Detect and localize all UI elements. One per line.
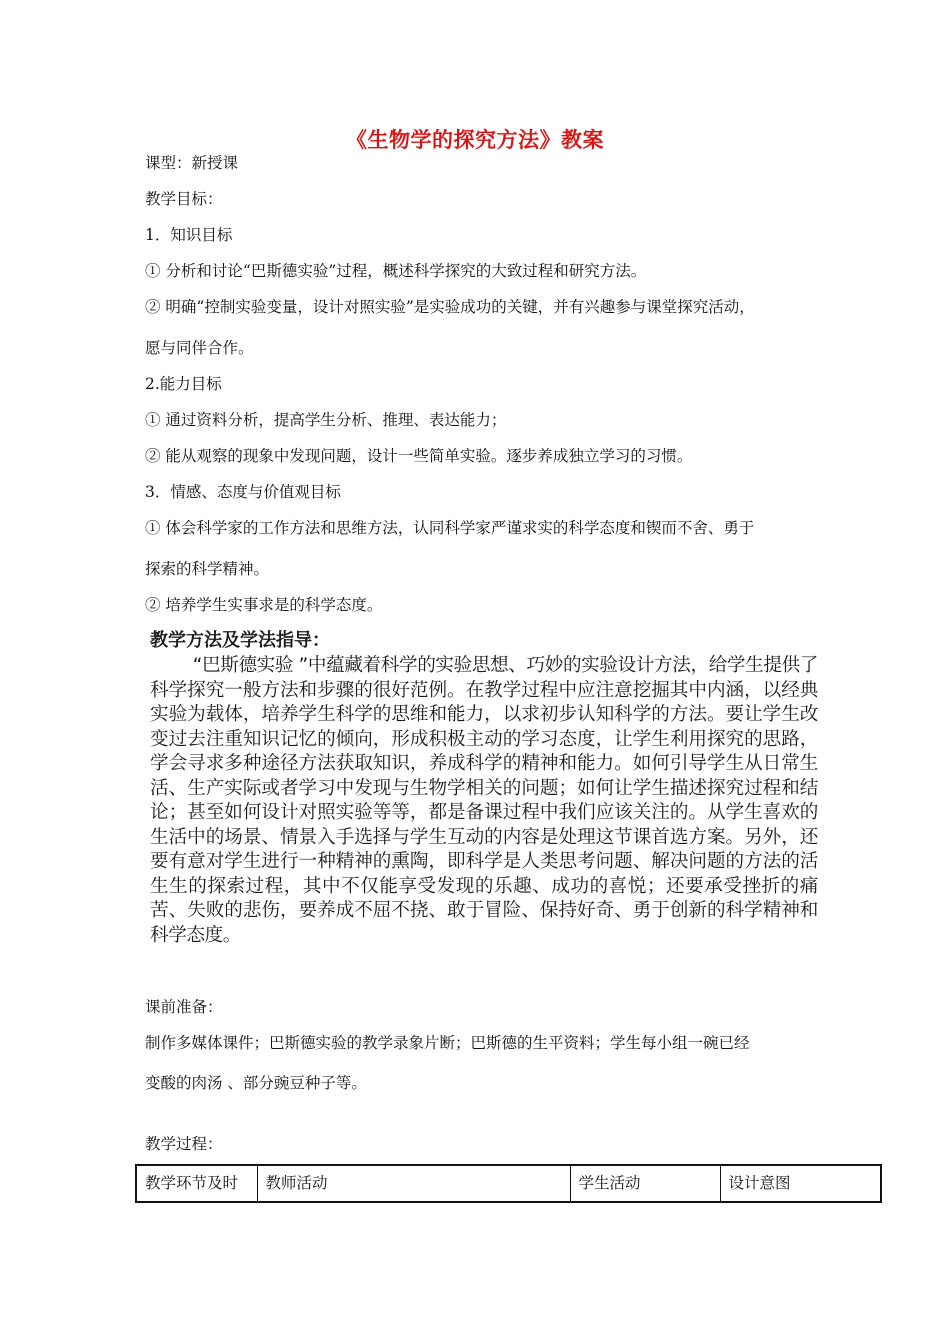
emotion-item-1: ① 体会科学家的工作方法和思维方法，认同科学家严谨求实的科学态度和锲而不舍、勇于 (145, 519, 755, 537)
knowledge-item-2: ② 明确“控制实验变量，设计对照实验”是实验成功的关键，并有兴趣参与课堂探究活动， (145, 298, 755, 316)
emotion-heading: 3．情感、态度与价值观目标 (145, 483, 341, 501)
goals-heading: 教学目标： (145, 190, 223, 208)
prep-line-1: 制作多媒体课件；巴斯德实验的教学录象片断；巴斯德的生平资料；学生每小组一碗已经 (145, 1034, 750, 1052)
knowledge-item-2-cont: 愿与同伴合作。 (145, 339, 254, 357)
table-header-cell: 教师活动 (257, 1165, 570, 1202)
ability-heading: 2.能力目标 (145, 375, 222, 393)
knowledge-heading: 1．知识目标 (145, 226, 233, 244)
emotion-item-1-cont: 探索的科学精神。 (145, 560, 270, 578)
ability-item-2: ② 能从观察的现象中发现问题，设计一些简单实验。逐步养成独立学习的习惯。 (145, 447, 693, 465)
process-table (135, 1164, 882, 1203)
process-heading: 教学过程： (145, 1135, 223, 1153)
table-header-cell: 教学环节及时 (136, 1165, 257, 1202)
prep-heading: 课前准备： (145, 998, 223, 1016)
table-header-row (136, 1165, 881, 1202)
method-body: “巴斯德实验 ”中蕴藏着科学的实验思想、巧妙的实验设计方法，给学生提供了科学探究一般方法和步骤的很好范例。在教学过程中应注意挖掘其中内涵，以经典实验为载体，培养学生科学的思维和能力，以求初步认知科学的方法。要让学生改变过去注重知识记忆的倾向，形成积极主动的学习态度，让学生利用探究的思路，学会寻求多种途径方法获取知识，养成科学的精神和能力。如何引导学生从日常生活、生产实际或者学习中发现与生物学相关的问题；如何让学生描述探究过程和结论；甚至如何设计对照实验等等，都是备课过程中我们应该关注的。从学生喜欢的生活中的场景、情景入手选择与学生互动的内容是处理这节课首选方案。另外，还要有意对学生进行一种精神的熏陶，即科学是人类思考问题、解决问题的方法的活生生的探索过程，其中不仅能享受发现的乐趣、成功的喜悦；还要承受挫折的痛苦、失败的悲伤，要养成不屈不挠、敢于冒险、保持好奇、勇于创新的科学精神和科学态度。 (150, 655, 818, 946)
table-header-cell: 设计意图 (720, 1165, 881, 1202)
table-header-cell: 学生活动 (570, 1165, 720, 1202)
ability-item-1: ① 通过资料分析，提高学生分析、推理、表达能力； (145, 411, 507, 429)
prep-line-2: 变酸的肉汤 、部分豌豆种子等。 (145, 1074, 367, 1092)
lesson-type: 课型：新授课 (145, 154, 239, 172)
document-title: 《生物学的探究方法》教案 (346, 128, 604, 152)
method-section (150, 628, 818, 948)
knowledge-item-1: ① 分析和讨论“巴斯德实验”过程，概述科学探究的大致过程和研究方法。 (145, 262, 647, 280)
method-heading: 教学方法及学法指导： (150, 630, 330, 651)
emotion-item-2: ② 培养学生实事求是的科学态度。 (145, 596, 383, 614)
